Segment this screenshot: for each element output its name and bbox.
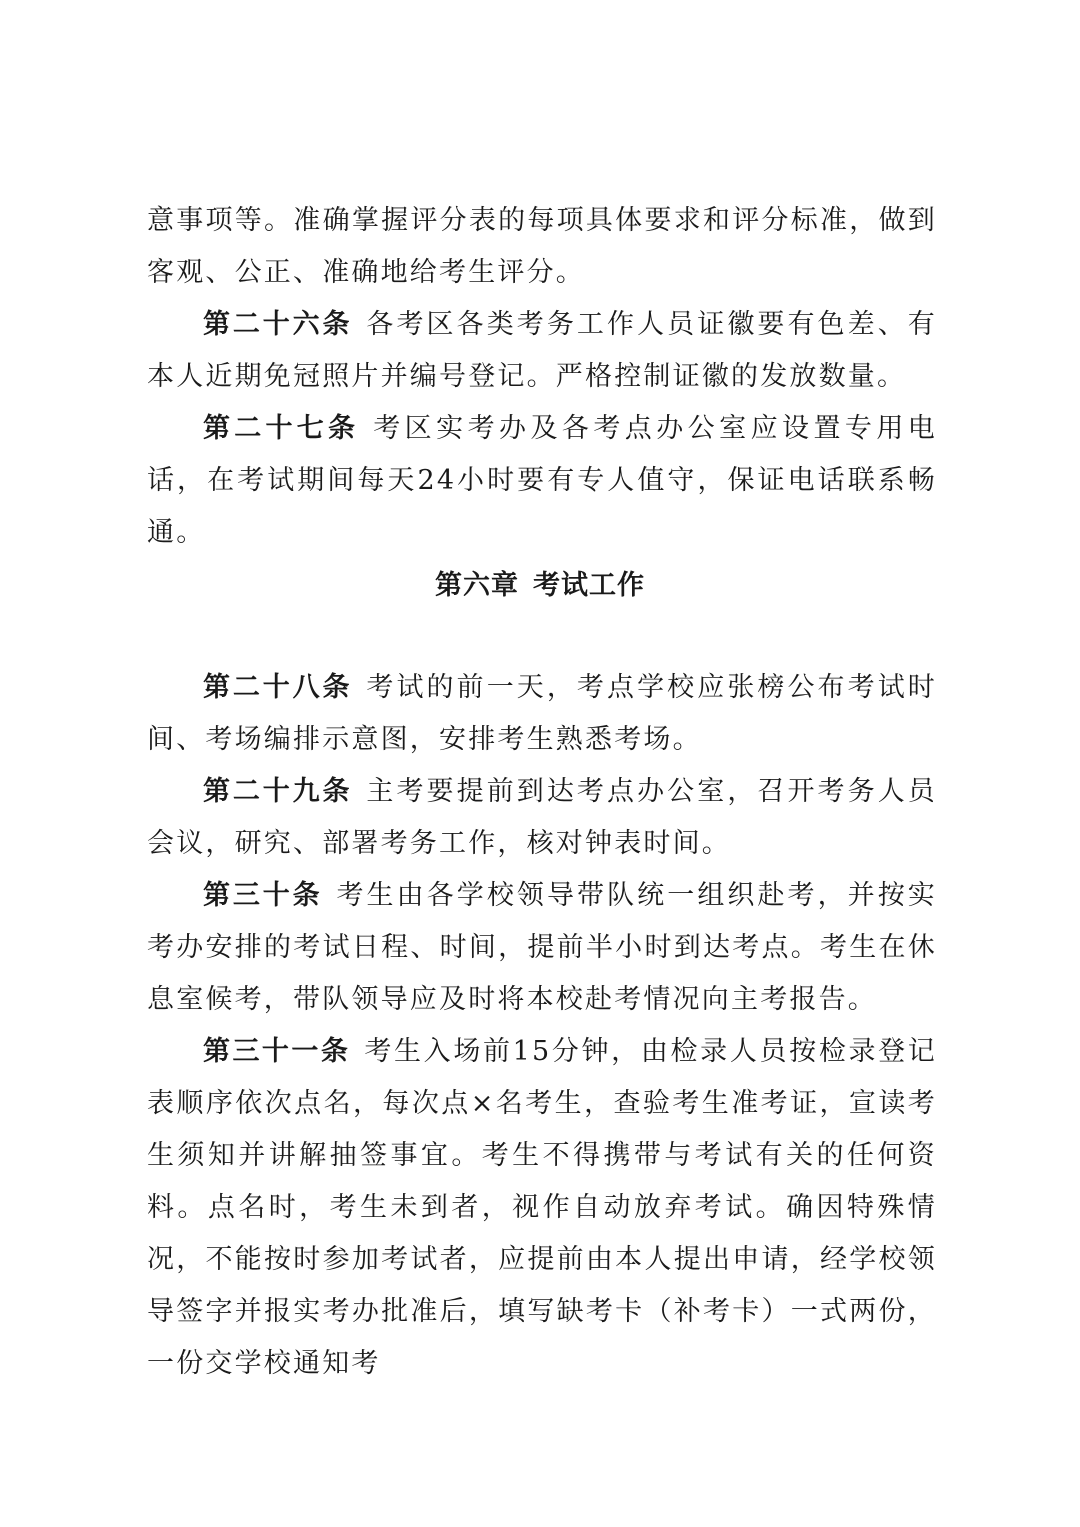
- paragraph-continuation: [147, 195, 937, 299]
- paragraph-text: 考生由各学校领导带队统一组织赴考，并按实考办安排的考试日程、时间，提前半小时到达考点。考生在休息室候考，带队领导应及时将本校赴考情况向主考报告。: [147, 880, 938, 1015]
- article-27-paragraph: [147, 403, 937, 559]
- paragraph-text: 主考要提前到达考点办公室，召开考务人员会议，研究、部署考务工作，核对钟表时间。: [147, 776, 937, 859]
- paragraph-text: 考生入场前15分钟，由检录人员按检录登记表顺序依次点名，每次点×名考生，查验考生准考证，宣读考生须知并讲解抽签事宜。考生不得携带与考试有关的任何资料。点名时，考生未到者，视作自动放弃考试。确因特殊情况，不能按时参加考试者，应提前由本人提出申请，经学校领导签字并报实考办批准后，填写缺考卡（补考卡）一式两份，一份交学校通知考: [147, 1036, 938, 1379]
- article-number: 第二十九条: [203, 776, 353, 807]
- article-number: 第二十八条: [203, 672, 353, 703]
- article-number: 第二十六条: [203, 309, 353, 340]
- article-26-paragraph: [147, 299, 937, 403]
- article-30-paragraph: [147, 870, 937, 1026]
- article-29-paragraph: [147, 766, 937, 870]
- article-number: 第二十七条: [203, 413, 360, 444]
- chapter-number: 第六章: [435, 570, 519, 601]
- article-number: 第三十条: [203, 880, 323, 911]
- chapter-heading: [0, 560, 1080, 612]
- article-number: 第三十一条: [203, 1036, 351, 1067]
- paragraph-text: 考试的前一天，考点学校应张榜公布考试时间、考场编排示意图，安排考生熟悉考场。: [147, 672, 937, 755]
- chapter-title: 考试工作: [533, 570, 645, 601]
- paragraph-text: 意事项等。准确掌握评分表的每项具体要求和评分标准，做到客观、公正、准确地给考生评分。: [147, 205, 937, 288]
- article-28-paragraph: [147, 662, 937, 766]
- paragraph-text: 考区实考办及各考点办公室应设置专用电话，在考试期间每天24小时要有专人值守，保证电话联系畅通。: [147, 413, 937, 548]
- paragraph-text: 各考区各类考务工作人员证徽要有色差、有本人近期免冠照片并编号登记。严格控制证徽的发放数量。: [147, 309, 937, 392]
- article-31-paragraph: [147, 1026, 937, 1390]
